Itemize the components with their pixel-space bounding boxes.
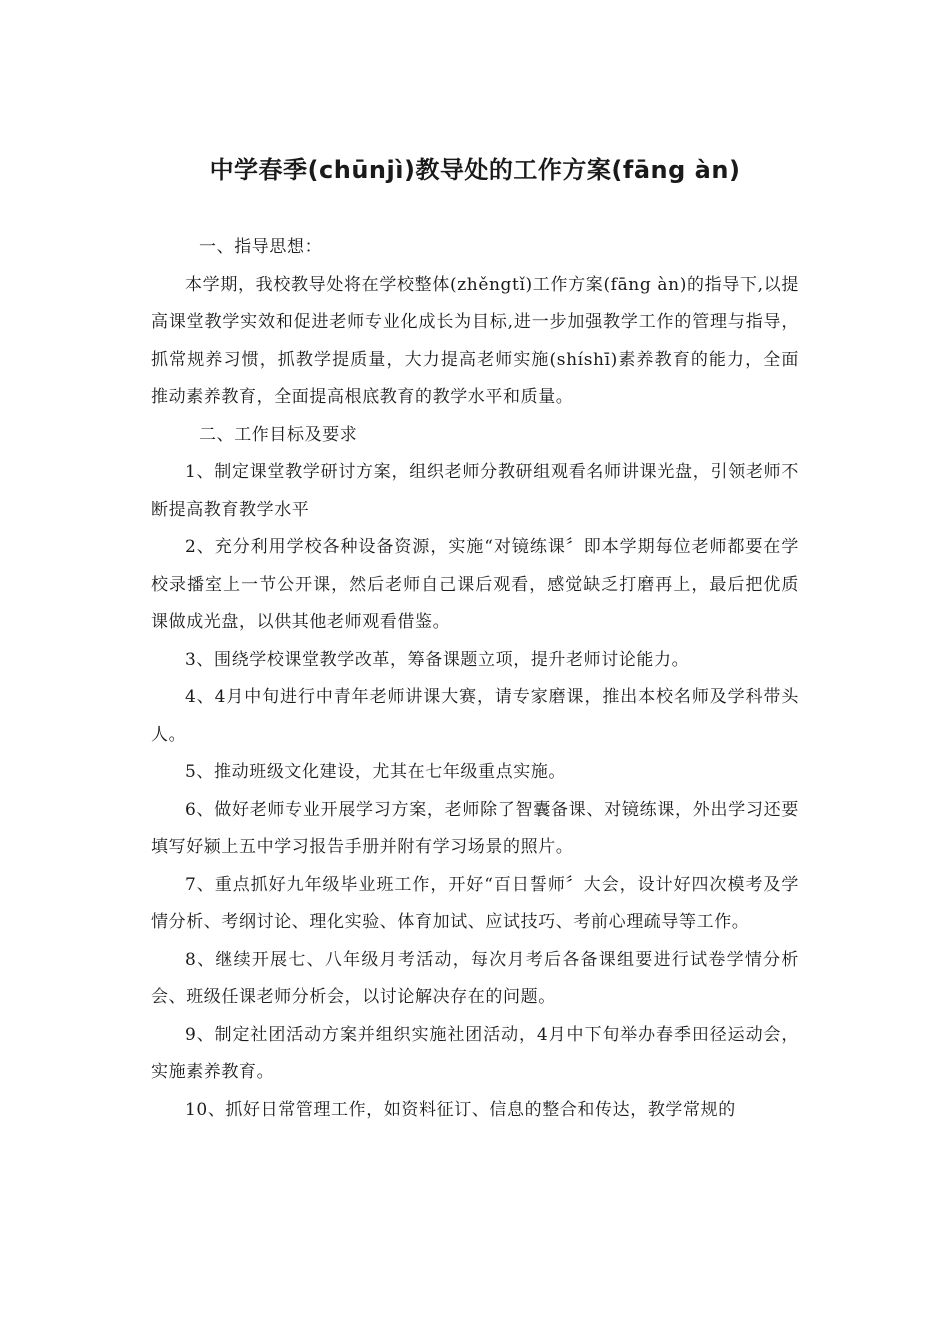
document-body (151, 229, 799, 1129)
list-item: 3、围绕学校课堂教学改革，筹备课题立项，提升老师讨论能力。 (185, 649, 690, 670)
document-title: 中学春季(chūnjì)教导处的工作方案(fāng àn) (209, 156, 741, 184)
list-item: 5、推动班级文化建设，尤其在七年级重点实施。 (185, 762, 567, 782)
section-paragraph-guiding-thought: 本学期，我校教导处将在学校整体(zhěngtǐ)工作方案(fāng àn)的指导下,以提高课堂教学实效和促进老师专业化成长为目标,进一步加强教学工作的管理与指导，抓常规养习惯，抓教学提质量，大力提高老师实施(shíshī)素养教育的能力，全面推动素养教育，全面提高根底教育的教学水平和质量。 (151, 274, 799, 407)
list-item: 1、制定课堂教学研讨方案，组织老师分教研组观看名师讲课光盘，引领老师不断提高教育教学水平 (151, 462, 799, 520)
list-item: 8、继续开展七、八年级月考活动，每次月考后各备课组要进行试卷学情分析会、班级任课老师分析会，以讨论解决存在的问题。 (151, 949, 799, 1007)
section-heading-goals: 二、工作目标及要求 (199, 424, 358, 445)
list-item: 2、充分利用学校各种设备资源，实施“对镜练课〞即本学期每位老师都要在学校录播室上一节公开课，然后老师自己课后观看，感觉缺乏打磨再上，最后把优质课做成光盘，以供其他老师观看借鉴。 (151, 537, 799, 632)
section-heading-guiding-thought: 一、指导思想： (199, 237, 323, 257)
list-item: 7、重点抓好九年级毕业班工作，开好“百日誓师〞大会，设计好四次模考及学情分析、考纲讨论、理化实验、体育加试、应试技巧、考前心理疏导等工作。 (151, 874, 799, 932)
list-item: 6、做好老师专业开展学习方案，老师除了智囊备课、对镜练课，外出学习还要填写好颍上五中学习报告手册并附有学习场景的照片。 (151, 799, 799, 857)
list-item: 4、4月中旬进行中青年老师讲课大赛，请专家磨课，推出本校名师及学科带头人。 (151, 687, 799, 745)
list-item: 9、制定社团活动方案并组织实施社团活动，4月中下旬举办春季田径运动会，实施素养教育。 (151, 1024, 799, 1082)
list-item: 10、抓好日常管理工作，如资料征订、信息的整合和传达，教学常规的 (185, 1099, 736, 1120)
